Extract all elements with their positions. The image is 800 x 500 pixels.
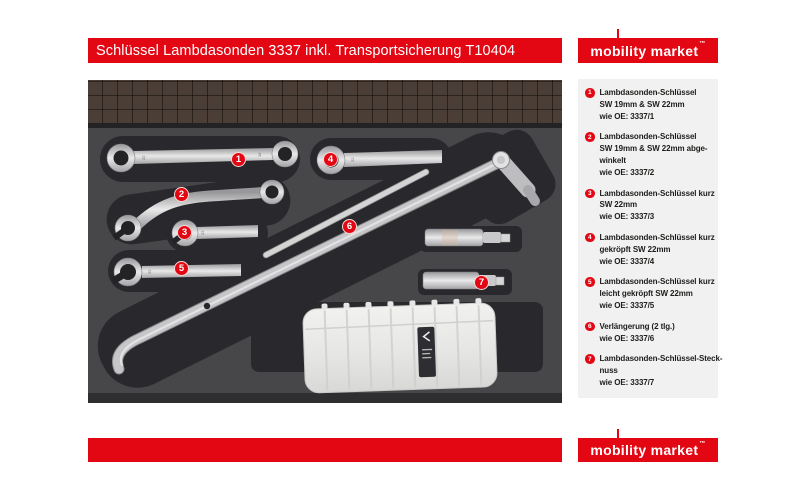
legend-item-text: Lambdasonden-Schlüssel-Steck- nuss wie OE: 3337/7 xyxy=(599,354,723,387)
page-title: Schlüssel Lambdasonden 3337 inkl. Transportsicherung T10404 xyxy=(96,42,516,59)
brand-logo-bottom xyxy=(578,438,718,462)
tool-marker-6: 6 xyxy=(342,219,357,234)
legend-item-2 xyxy=(585,131,714,178)
tool-marker-5: 5 xyxy=(174,261,189,276)
legend-item-3 xyxy=(585,188,714,223)
tool-tray-illustration xyxy=(88,80,562,403)
brand-logo-top xyxy=(578,38,718,63)
tool-marker-4: 4 xyxy=(323,152,338,167)
vw-logo-icon xyxy=(417,327,436,378)
tool-marker-1: 1 xyxy=(231,152,246,167)
trademark-symbol: ™ xyxy=(699,441,706,447)
transport-protection-cylinder xyxy=(302,298,497,394)
legend-bullet: 6 xyxy=(585,322,595,332)
size-stamp: 19 xyxy=(257,152,262,157)
legend-item-1 xyxy=(585,87,714,122)
legend-item-text: Lambdasonden-Schlüssel SW 19mm & SW 22mm wie OE: 3337/1 xyxy=(599,88,697,121)
tool-marker-2: 2 xyxy=(174,187,189,202)
tool-marker-7: 7 xyxy=(474,275,489,290)
trademark-symbol: ™ xyxy=(699,41,706,47)
legend-panel xyxy=(578,79,723,398)
brand-name: mobility market xyxy=(590,442,699,458)
legend-item-text: Verlängerung (2 tlg.) wie OE: 3337/6 xyxy=(599,321,675,343)
size-stamp: 22 xyxy=(200,230,205,235)
tool-marker-3: 3 xyxy=(177,225,192,240)
title-banner xyxy=(88,38,562,63)
legend-item-text: Lambdasonden-Schlüssel kurz gekröpft SW 22mm wie OE: 3337/4 xyxy=(599,232,715,266)
legend-bullet: 1 xyxy=(585,88,595,98)
legend-item-text: Lambdasonden-Schlüssel kurz SW 22mm wie OE: 3337/3 xyxy=(599,188,715,222)
footer-red-bar xyxy=(88,438,562,462)
size-stamp: 22 xyxy=(147,269,152,274)
legend-item-text: Lambdasonden-Schlüssel SW 19mm & SW 22mm abge- winkelt wie OE: 3337/2 xyxy=(599,132,708,177)
product-photo xyxy=(88,80,562,403)
legend-item-4 xyxy=(585,232,714,267)
size-stamp: 22 xyxy=(350,157,355,162)
legend-bullet: 4 xyxy=(585,233,595,243)
brand-name: mobility market xyxy=(590,42,699,59)
legend-item-7 xyxy=(585,353,723,388)
legend-item-5 xyxy=(585,276,714,311)
legend-item-6 xyxy=(585,321,714,345)
legend-item-text: Lambdasonden-Schlüssel kurz leicht gekröpft SW 22mm wie OE: 3337/5 xyxy=(599,277,715,310)
size-stamp: 22 xyxy=(141,155,146,160)
legend-bullet: 5 xyxy=(585,277,595,287)
legend-bullet: 3 xyxy=(585,189,595,199)
legend-bullet: 7 xyxy=(585,354,595,364)
legend-bullet: 2 xyxy=(585,132,595,142)
